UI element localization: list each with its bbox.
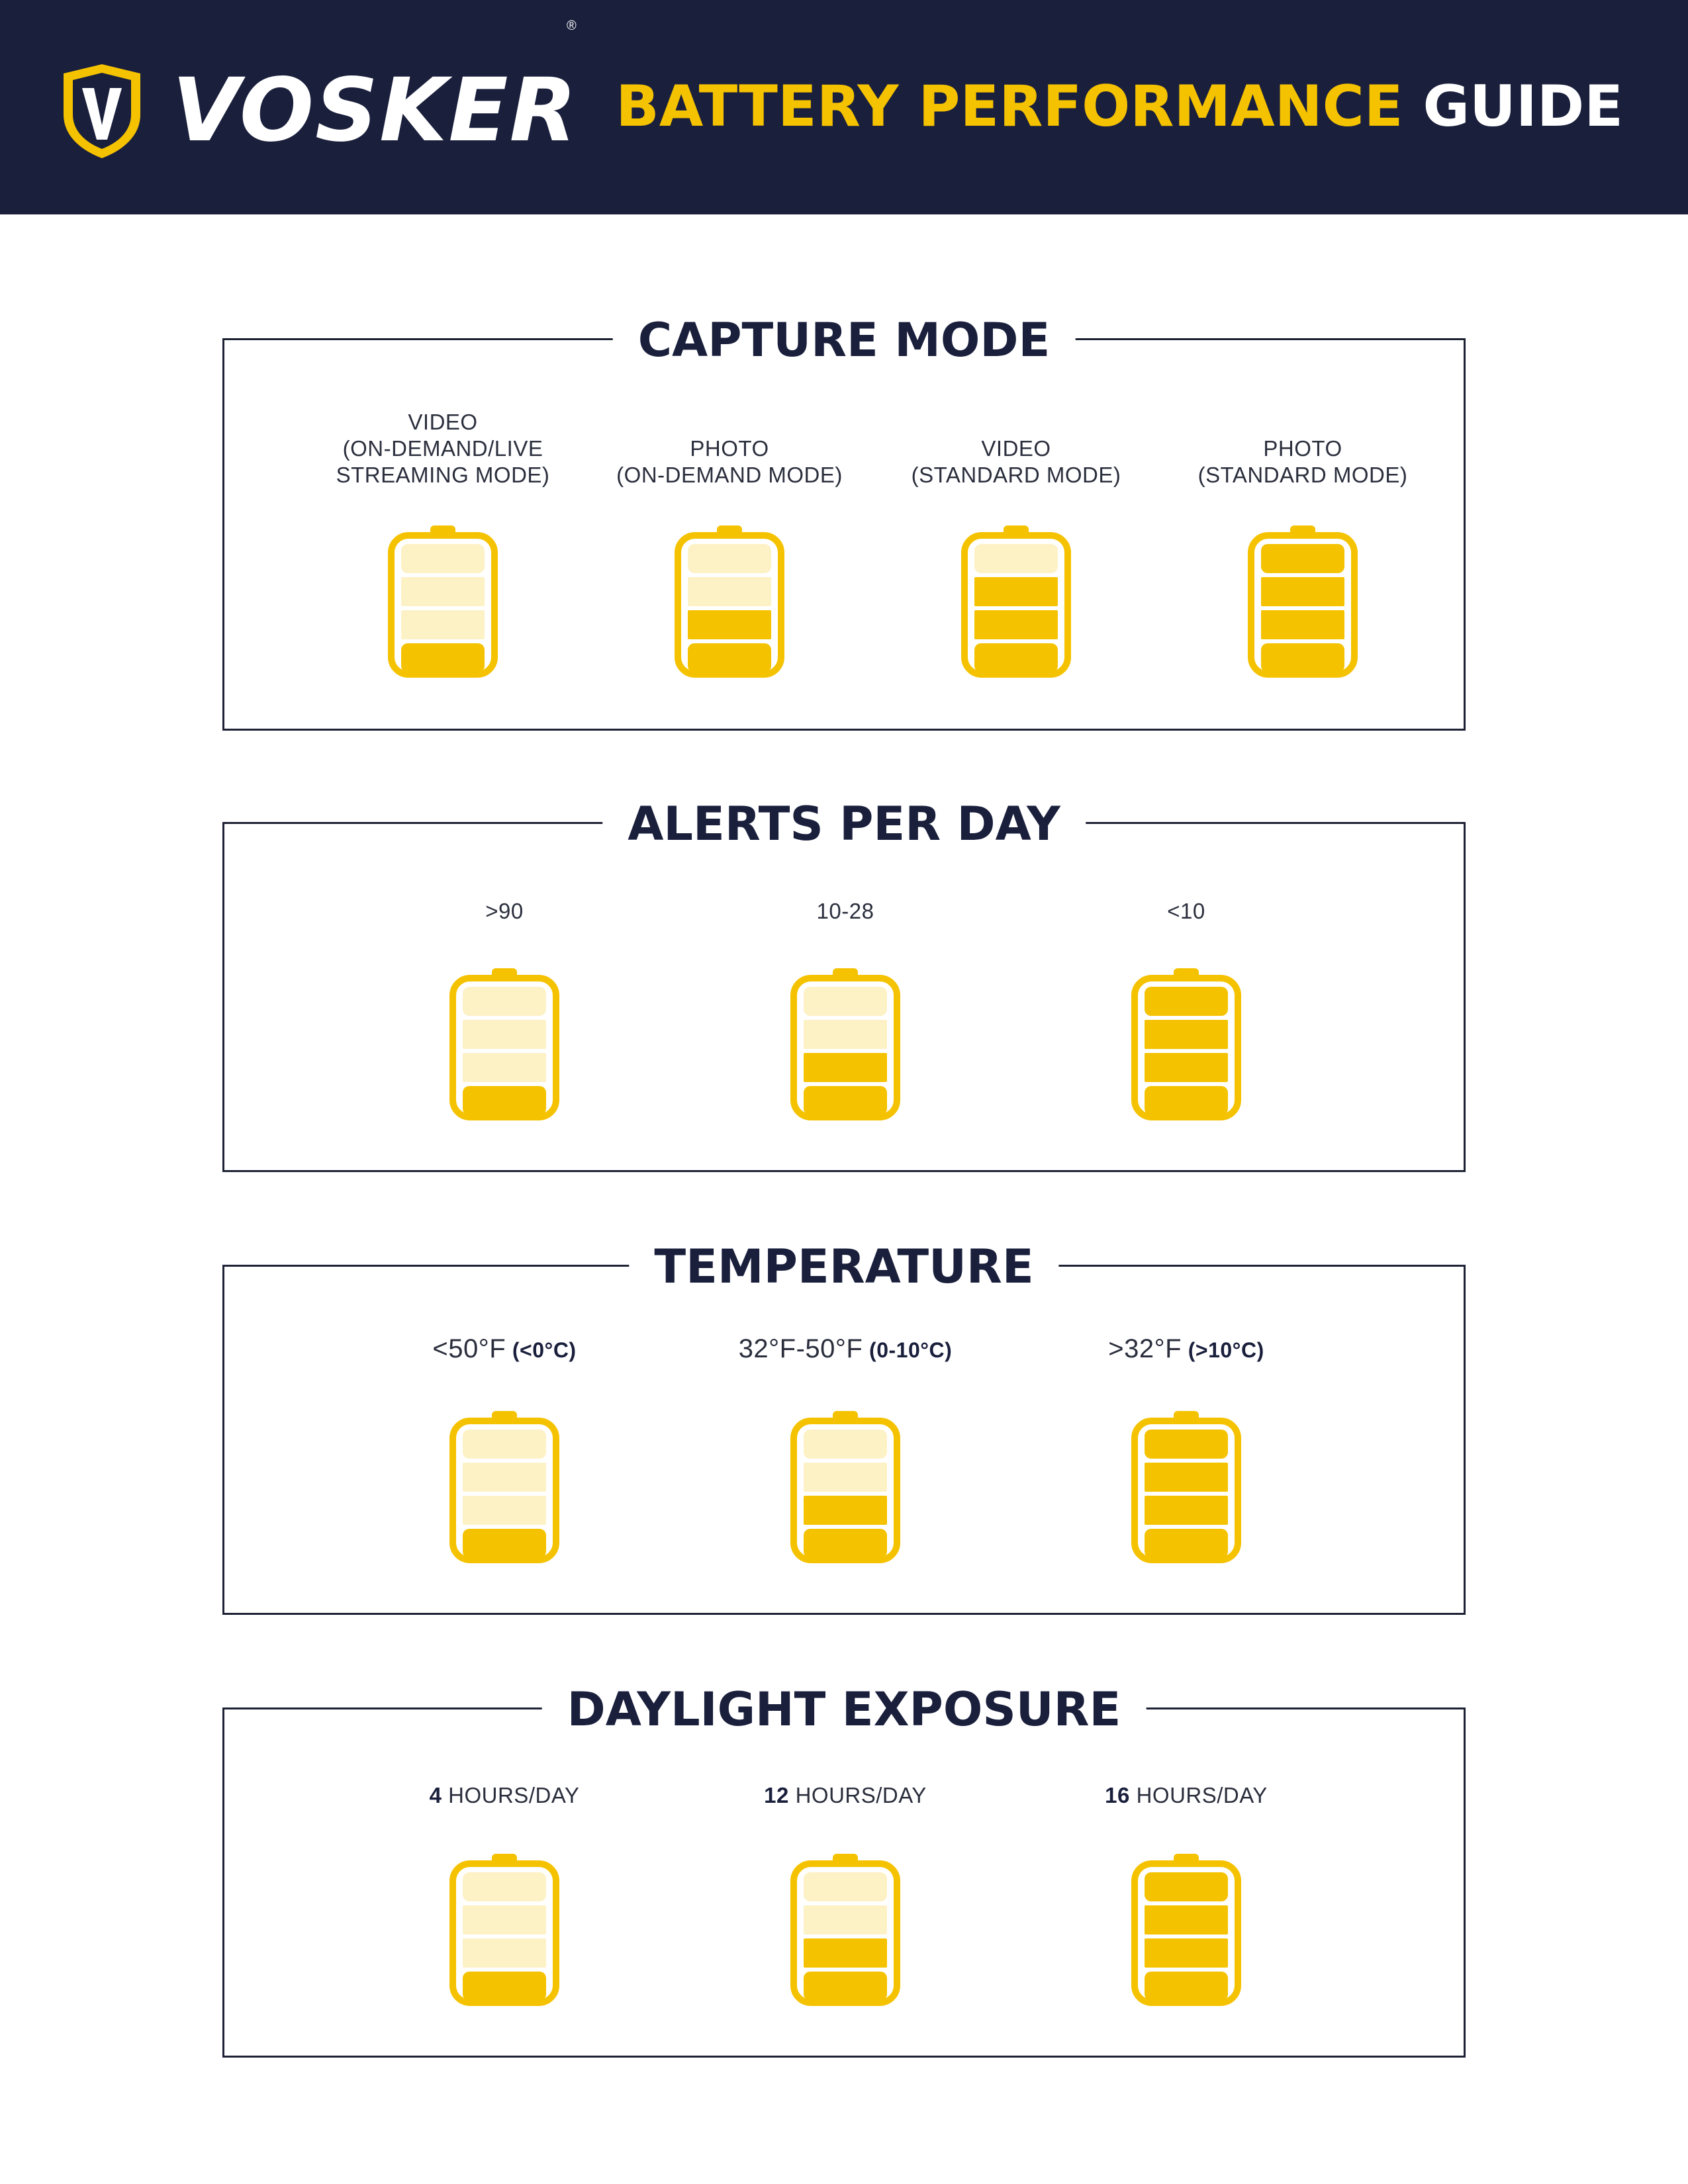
label-fahrenheit: <50°F <box>432 1334 506 1363</box>
battery-segment <box>1261 544 1344 573</box>
battery-segment <box>463 1872 546 1901</box>
label-line: (ON-DEMAND/LIVE <box>342 436 543 461</box>
battery-segment <box>463 1496 546 1525</box>
battery-svg <box>789 968 902 1122</box>
alerts-item <box>365 895 643 1122</box>
item-label <box>706 895 984 925</box>
battery-segment <box>1145 1496 1228 1525</box>
item-label <box>1047 1336 1325 1370</box>
section-title: CAPTURE MODE <box>613 311 1076 369</box>
battery-icon <box>448 968 561 1122</box>
capture-item <box>877 409 1155 679</box>
battery-svg <box>1130 968 1243 1122</box>
battery-segment <box>804 1020 887 1049</box>
label-line: PHOTO <box>690 436 769 461</box>
item-label <box>365 1336 643 1370</box>
item-label <box>706 1782 984 1811</box>
battery-icon <box>1130 1854 1243 2007</box>
label-celsius: (<0°C) <box>512 1338 577 1362</box>
battery-segment <box>463 1020 546 1049</box>
battery-icon <box>1130 968 1243 1122</box>
battery-segment <box>401 643 485 672</box>
battery-icon <box>789 968 902 1122</box>
section-capture-mode <box>222 313 1466 731</box>
battery-icon <box>387 525 499 679</box>
brand-name: VOSKER <box>172 60 579 161</box>
battery-segment <box>463 1938 546 1968</box>
item-label <box>590 409 868 488</box>
title-accent: BATTERY PERFORMANCE <box>616 73 1403 140</box>
item-label <box>304 409 582 488</box>
battery-segment <box>1145 1872 1228 1901</box>
capture-item <box>1164 409 1442 679</box>
label-line: 10-28 <box>816 899 874 923</box>
battery-segment <box>974 577 1058 606</box>
label-hours: 16 <box>1105 1783 1130 1807</box>
battery-icon <box>789 1854 902 2007</box>
section-temperature <box>222 1240 1466 1615</box>
battery-segment <box>1145 1905 1228 1934</box>
label-line: STREAMING MODE) <box>336 463 550 487</box>
section-daylight-exposure <box>222 1682 1466 2058</box>
page-title <box>616 73 1623 140</box>
battery-segment <box>804 987 887 1016</box>
battery-icon <box>673 525 786 679</box>
battery-svg <box>673 525 786 679</box>
label-unit: HOURS/DAY <box>1136 1783 1268 1807</box>
battery-segment <box>1261 610 1344 639</box>
battery-segment <box>463 1053 546 1082</box>
registered-mark: ® <box>567 19 577 33</box>
battery-segment <box>463 1463 546 1492</box>
item-label <box>365 895 643 925</box>
battery-svg <box>1246 525 1359 679</box>
battery-segment <box>401 610 485 639</box>
section-title: ALERTS PER DAY <box>602 795 1086 853</box>
battery-segment <box>688 577 771 606</box>
item-label <box>1164 409 1442 488</box>
label-line: (STANDARD MODE) <box>1197 463 1408 487</box>
battery-svg <box>1130 1411 1243 1565</box>
battery-segment <box>804 1086 887 1115</box>
battery-segment <box>1145 1430 1228 1459</box>
battery-svg <box>448 1411 561 1565</box>
battery-segment <box>1145 1086 1228 1115</box>
battery-segment <box>804 1972 887 2001</box>
battery-segment <box>1261 577 1344 606</box>
battery-segment <box>688 610 771 639</box>
header-bar <box>0 0 1688 214</box>
label-line: (ON-DEMAND MODE) <box>616 463 843 487</box>
battery-svg <box>960 525 1072 679</box>
label-hours: 12 <box>764 1783 789 1807</box>
battery-segment <box>1145 1463 1228 1492</box>
battery-segment <box>1261 643 1344 672</box>
battery-icon <box>789 1411 902 1565</box>
battery-segment <box>804 1053 887 1082</box>
label-unit: HOURS/DAY <box>795 1783 927 1807</box>
battery-segment <box>1145 1020 1228 1049</box>
battery-segment <box>463 987 546 1016</box>
battery-svg <box>448 1854 561 2007</box>
battery-segment <box>1145 1972 1228 2001</box>
battery-icon <box>1246 525 1359 679</box>
battery-segment <box>1145 1053 1228 1082</box>
battery-icon <box>448 1854 561 2007</box>
battery-segment <box>463 1430 546 1459</box>
battery-segment <box>974 610 1058 639</box>
capture-item <box>590 409 868 679</box>
battery-segment <box>1145 987 1228 1016</box>
battery-segment <box>463 1905 546 1934</box>
label-celsius: (0-10°C) <box>869 1338 953 1362</box>
label-hours: 4 <box>429 1783 442 1807</box>
label-line: PHOTO <box>1263 436 1342 461</box>
label-line: VIDEO <box>408 410 478 434</box>
battery-svg <box>448 968 561 1122</box>
label-line: >90 <box>485 899 524 923</box>
item-label <box>706 1336 984 1370</box>
section-title: DAYLIGHT EXPOSURE <box>542 1680 1147 1739</box>
battery-segment <box>804 1529 887 1558</box>
battery-segment <box>463 1086 546 1115</box>
temperature-item <box>1047 1336 1325 1565</box>
capture-item <box>304 409 582 679</box>
item-label <box>1047 1782 1325 1811</box>
label-fahrenheit: >32°F <box>1108 1334 1182 1363</box>
label-celsius: (>10°C) <box>1188 1338 1264 1362</box>
battery-segment <box>804 1496 887 1525</box>
label-line: <10 <box>1167 899 1205 923</box>
battery-segment <box>463 1529 546 1558</box>
vosker-logo <box>58 61 578 160</box>
battery-segment <box>804 1905 887 1934</box>
battery-svg <box>1130 1854 1243 2007</box>
daylight-item <box>365 1782 643 2007</box>
battery-icon <box>960 525 1072 679</box>
battery-segment <box>401 544 485 573</box>
title-rest: GUIDE <box>1423 73 1623 140</box>
battery-segment <box>804 1463 887 1492</box>
battery-segment <box>974 544 1058 573</box>
battery-segment <box>401 577 485 606</box>
battery-icon <box>448 1411 561 1565</box>
item-label <box>365 1782 643 1811</box>
label-fahrenheit: 32°F-50°F <box>738 1334 863 1363</box>
shield-logo-icon <box>58 62 146 159</box>
battery-segment <box>804 1430 887 1459</box>
temperature-item <box>365 1336 643 1565</box>
daylight-item <box>706 1782 984 2007</box>
daylight-item <box>1047 1782 1325 2007</box>
alerts-item <box>1047 895 1325 1122</box>
battery-svg <box>387 525 499 679</box>
battery-segment <box>688 643 771 672</box>
battery-segment <box>804 1872 887 1901</box>
battery-segment <box>463 1972 546 2001</box>
battery-segment <box>688 544 771 573</box>
battery-svg <box>789 1411 902 1565</box>
section-alerts-per-day <box>222 797 1466 1172</box>
battery-segment <box>974 643 1058 672</box>
item-label <box>877 409 1155 488</box>
battery-segment <box>1145 1529 1228 1558</box>
battery-segment <box>1145 1938 1228 1968</box>
label-line: (STANDARD MODE) <box>911 463 1121 487</box>
temperature-item <box>706 1336 984 1565</box>
item-label <box>1047 895 1325 925</box>
section-title: TEMPERATURE <box>629 1238 1058 1296</box>
battery-icon <box>1130 1411 1243 1565</box>
battery-svg <box>789 1854 902 2007</box>
label-line: VIDEO <box>981 436 1051 461</box>
battery-segment <box>804 1938 887 1968</box>
label-unit: HOURS/DAY <box>448 1783 580 1807</box>
alerts-item <box>706 895 984 1122</box>
